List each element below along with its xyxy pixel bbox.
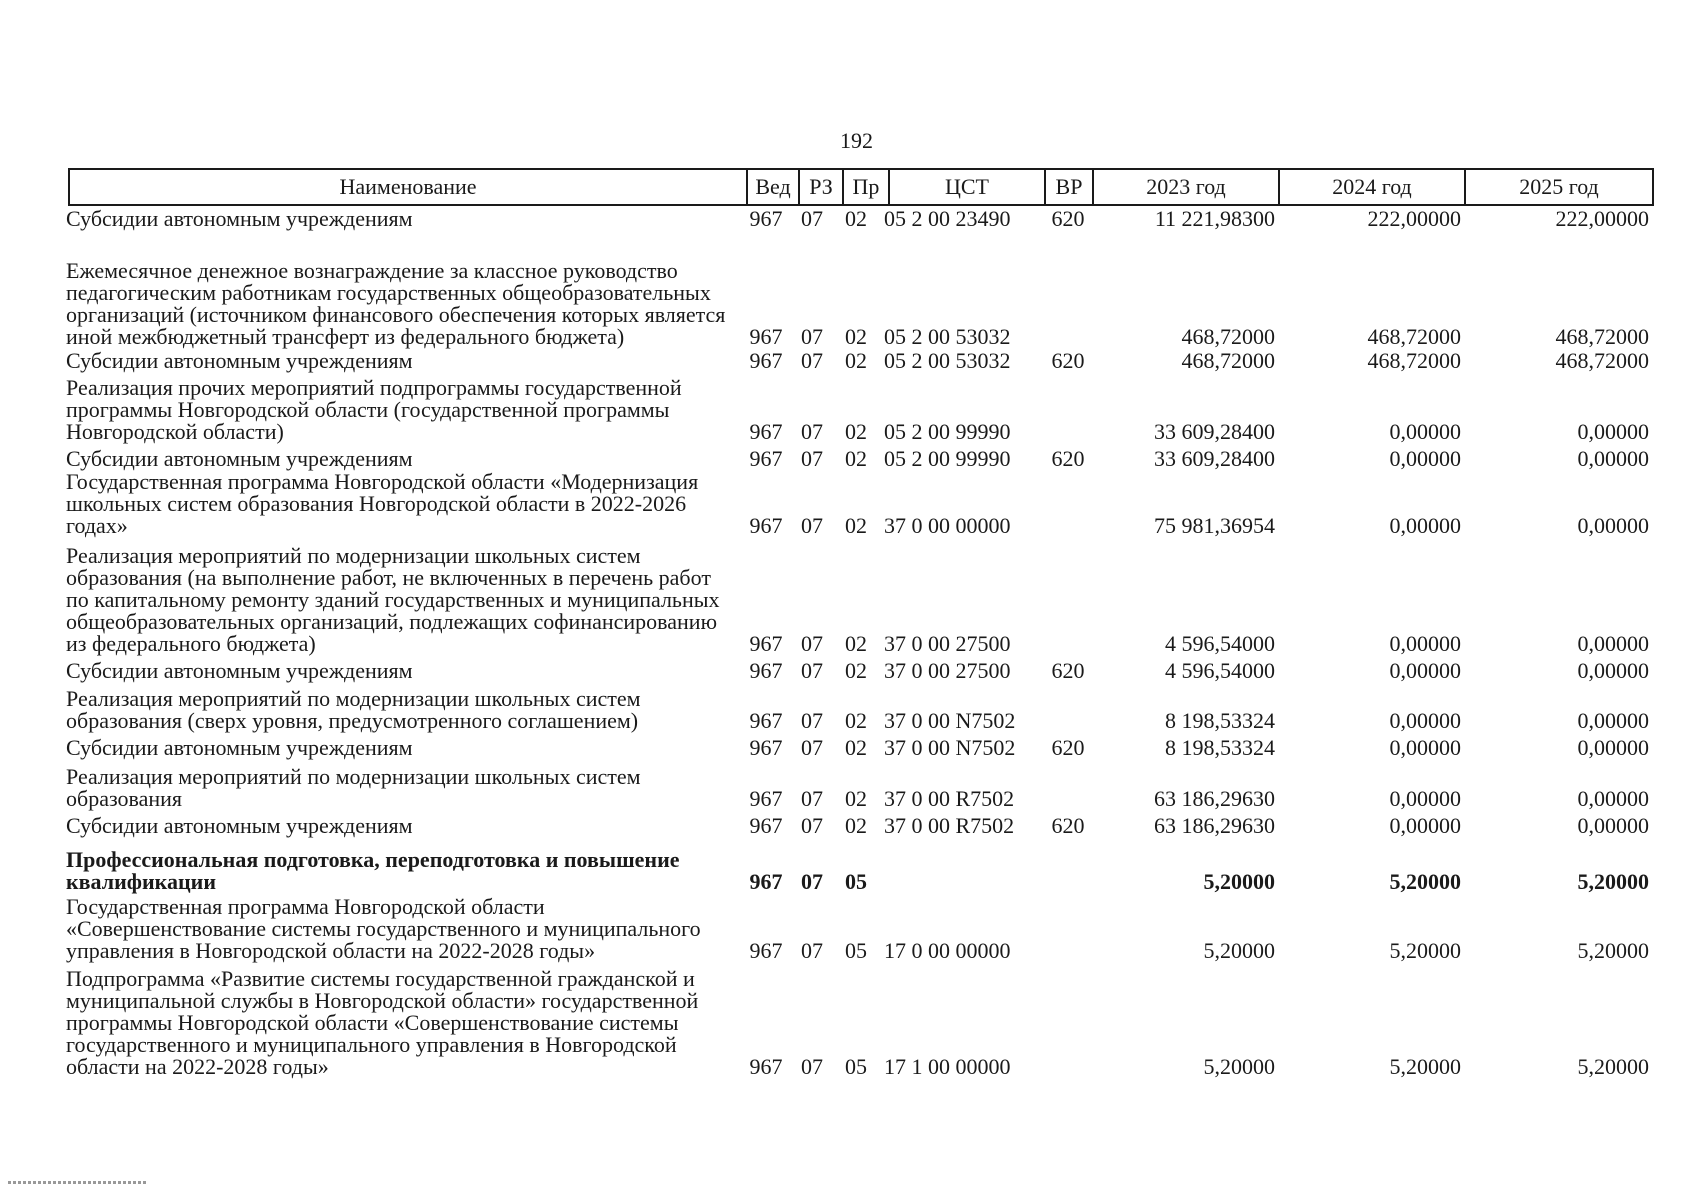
cell-pr: 05	[845, 869, 867, 894]
cell-rz: 07	[801, 813, 823, 838]
cell-y2023: 63 186,29630	[1154, 786, 1275, 811]
cell-name: Субсидии автономным учреждениям	[66, 813, 413, 838]
cell-pr: 02	[845, 813, 867, 838]
cell-cst: 17 1 00 00000	[884, 1054, 1011, 1079]
cell-vr: 620	[1051, 348, 1085, 373]
cell-y2025: 0,00000	[1577, 513, 1649, 538]
cell-ved: 967	[749, 938, 783, 963]
cell-rz: 07	[801, 708, 823, 733]
cell-name: Реализация мероприятий по модернизации школьных систем образования (на выполнение работ, не включенных в перечень работ по капитальному ремонту зданий государственных и муниципальных общеобразовательных организаций, подлежащих софинансированию из федерального бюджета)	[66, 543, 720, 656]
table-row	[0, 540, 1695, 655]
cell-name: Субсидии автономным учреждениям	[66, 348, 413, 373]
cell-y2023: 5,20000	[1203, 938, 1275, 963]
scan-mark	[8, 1181, 148, 1184]
cell-y2024: 0,00000	[1389, 786, 1461, 811]
cell-name: Субсидии автономным учреждениям	[66, 446, 413, 471]
cell-name: Государственная программа Новгородской области «Совершенствование системы государственного и муниципального управления в Новгородской области на 2022-2028 годы»	[66, 894, 701, 963]
cell-name: Ежемесячное денежное вознаграждение за классное руководство педагогическим работникам государственных общеобразовательных организаций (источником финансового обеспечения которых является иной межбюджетный трансферт из федерального бюджета)	[66, 258, 726, 349]
cell-y2025: 468,72000	[1555, 348, 1649, 373]
cell-cst: 05 2 00 99990	[884, 446, 1011, 471]
cell-y2025: 0,00000	[1577, 419, 1649, 444]
cell-vr: 620	[1051, 735, 1085, 760]
table-row	[0, 658, 1695, 682]
cell-y2024: 0,00000	[1389, 513, 1461, 538]
cell-y2024: 0,00000	[1389, 658, 1461, 683]
table-header	[68, 168, 1654, 206]
header-rz: РЗ	[798, 170, 842, 204]
cell-ved: 967	[749, 348, 783, 373]
cell-y2024: 0,00000	[1389, 446, 1461, 471]
cell-name: Государственная программа Новгородской области «Модернизация школьных систем образования Новгородской области в 2022-2026 годах»	[66, 469, 699, 538]
cell-cst: 17 0 00 00000	[884, 938, 1011, 963]
cell-pr: 02	[845, 513, 867, 538]
cell-ved: 967	[749, 735, 783, 760]
cell-name: Субсидии автономным учреждениям	[66, 658, 413, 683]
cell-rz: 07	[801, 786, 823, 811]
table-row	[0, 469, 1695, 538]
cell-y2025: 0,00000	[1577, 786, 1649, 811]
cell-vr: 620	[1051, 206, 1085, 231]
cell-rz: 07	[801, 446, 823, 471]
cell-y2024: 5,20000	[1389, 869, 1461, 894]
cell-y2023: 33 609,28400	[1154, 446, 1275, 471]
cell-name: Реализация прочих мероприятий подпрограммы государственной программы Новгородской области (государственной программы Новгородской области)	[66, 375, 682, 444]
cell-cst: 37 0 00 N7502	[884, 735, 1016, 760]
cell-cst: 05 2 00 23490	[884, 206, 1011, 231]
cell-y2023: 4 596,54000	[1165, 658, 1275, 683]
header-2023: 2023 год	[1092, 170, 1278, 204]
cell-cst: 37 0 00 R7502	[884, 786, 1015, 811]
cell-rz: 07	[801, 419, 823, 444]
cell-y2024: 0,00000	[1389, 735, 1461, 760]
table-row	[0, 814, 1695, 837]
cell-vr: 620	[1051, 446, 1085, 471]
cell-ved: 967	[749, 446, 783, 471]
table-row	[0, 376, 1695, 443]
table-row	[0, 350, 1695, 372]
table-row	[0, 686, 1695, 732]
cell-rz: 07	[801, 206, 823, 231]
cell-y2024: 468,72000	[1367, 324, 1461, 349]
header-pr: Пр	[842, 170, 888, 204]
cell-rz: 07	[801, 869, 823, 894]
cell-y2024: 0,00000	[1389, 813, 1461, 838]
cell-ved: 967	[749, 869, 783, 894]
cell-y2025: 468,72000	[1555, 324, 1649, 349]
cell-ved: 967	[749, 513, 783, 538]
cell-y2023: 75 981,36954	[1154, 513, 1275, 538]
table-row	[0, 206, 1695, 230]
cell-y2024: 5,20000	[1389, 938, 1461, 963]
cell-y2023: 11 221,98300	[1154, 206, 1275, 231]
cell-pr: 02	[845, 419, 867, 444]
table-row	[0, 736, 1695, 759]
cell-y2023: 4 596,54000	[1165, 631, 1275, 656]
cell-y2025: 5,20000	[1577, 1054, 1649, 1079]
cell-y2024: 468,72000	[1367, 348, 1461, 373]
cell-cst: 05 2 00 53032	[884, 348, 1011, 373]
cell-pr: 02	[845, 348, 867, 373]
cell-name: Реализация мероприятий по модернизации школьных систем образования (сверх уровня, предусмотренного соглашением)	[66, 686, 641, 733]
table-row	[0, 840, 1695, 893]
cell-y2023: 8 198,53324	[1165, 708, 1275, 733]
cell-cst: 37 0 00 27500	[884, 658, 1011, 683]
cell-rz: 07	[801, 938, 823, 963]
cell-ved: 967	[749, 1054, 783, 1079]
header-ved: Вед	[746, 170, 798, 204]
cell-pr: 02	[845, 206, 867, 231]
cell-pr: 02	[845, 324, 867, 349]
header-cst: ЦСТ	[888, 170, 1044, 204]
cell-y2023: 5,20000	[1203, 1054, 1275, 1079]
cell-cst: 37 0 00 N7502	[884, 708, 1016, 733]
cell-y2023: 468,72000	[1181, 324, 1275, 349]
cell-rz: 07	[801, 1054, 823, 1079]
cell-y2023: 468,72000	[1181, 348, 1275, 373]
cell-y2024: 0,00000	[1389, 419, 1461, 444]
cell-y2024: 222,00000	[1367, 206, 1461, 231]
cell-name: Профессиональная подготовка, переподготовка и повышение квалификации	[66, 847, 680, 894]
cell-rz: 07	[801, 324, 823, 349]
cell-y2024: 0,00000	[1389, 631, 1461, 656]
cell-y2025: 0,00000	[1577, 813, 1649, 838]
header-2024: 2024 год	[1278, 170, 1464, 204]
table-row	[0, 446, 1695, 470]
cell-ved: 967	[749, 324, 783, 349]
cell-name: Подпрограмма «Развитие системы государственной гражданской и муниципальной службы в Новгородской области» государственной программы Новгородской области «Совершенствование системы государственного и муниципального управления в Новгородской области на 2022-2028 годы»	[66, 966, 699, 1079]
cell-rz: 07	[801, 631, 823, 656]
cell-y2023: 63 186,29630	[1154, 813, 1275, 838]
cell-pr: 02	[845, 708, 867, 733]
cell-pr: 05	[845, 1054, 867, 1079]
cell-name: Субсидии автономным учреждениям	[66, 206, 413, 231]
cell-cst: 05 2 00 53032	[884, 324, 1011, 349]
cell-rz: 07	[801, 658, 823, 683]
cell-y2024: 0,00000	[1389, 708, 1461, 733]
cell-y2025: 0,00000	[1577, 708, 1649, 733]
cell-y2023: 5,20000	[1203, 869, 1275, 894]
cell-pr: 02	[845, 786, 867, 811]
cell-ved: 967	[749, 631, 783, 656]
cell-name: Реализация мероприятий по модернизации школьных систем образования	[66, 764, 641, 811]
cell-pr: 02	[845, 735, 867, 760]
header-2025: 2025 год	[1464, 170, 1652, 204]
cell-rz: 07	[801, 735, 823, 760]
cell-y2025: 0,00000	[1577, 735, 1649, 760]
cell-y2025: 0,00000	[1577, 446, 1649, 471]
cell-ved: 967	[749, 658, 783, 683]
cell-y2025: 5,20000	[1577, 938, 1649, 963]
cell-ved: 967	[749, 206, 783, 231]
cell-y2023: 33 609,28400	[1154, 419, 1275, 444]
table-row	[0, 966, 1695, 1078]
cell-vr: 620	[1051, 658, 1085, 683]
header-name: Наименование	[339, 174, 477, 199]
cell-rz: 07	[801, 513, 823, 538]
cell-y2024: 5,20000	[1389, 1054, 1461, 1079]
cell-ved: 967	[749, 708, 783, 733]
cell-cst: 37 0 00 27500	[884, 631, 1011, 656]
cell-name: Субсидии автономным учреждениям	[66, 735, 413, 760]
cell-vr: 620	[1051, 813, 1085, 838]
header-vr: ВР	[1044, 170, 1092, 204]
cell-y2025: 0,00000	[1577, 658, 1649, 683]
cell-pr: 05	[845, 938, 867, 963]
cell-ved: 967	[749, 813, 783, 838]
cell-pr: 02	[845, 631, 867, 656]
cell-cst: 37 0 00 00000	[884, 513, 1011, 538]
table-row	[0, 762, 1695, 810]
cell-ved: 967	[749, 786, 783, 811]
cell-cst: 37 0 00 R7502	[884, 813, 1015, 838]
table-row	[0, 234, 1695, 348]
cell-ved: 967	[749, 419, 783, 444]
cell-y2023: 8 198,53324	[1165, 735, 1275, 760]
cell-rz: 07	[801, 348, 823, 373]
cell-pr: 02	[845, 658, 867, 683]
cell-y2025: 0,00000	[1577, 631, 1649, 656]
table-row	[0, 896, 1695, 962]
cell-y2025: 5,20000	[1577, 869, 1649, 894]
page-number: 192	[840, 128, 873, 153]
cell-y2025: 222,00000	[1555, 206, 1649, 231]
cell-pr: 02	[845, 446, 867, 471]
cell-cst: 05 2 00 99990	[884, 419, 1011, 444]
